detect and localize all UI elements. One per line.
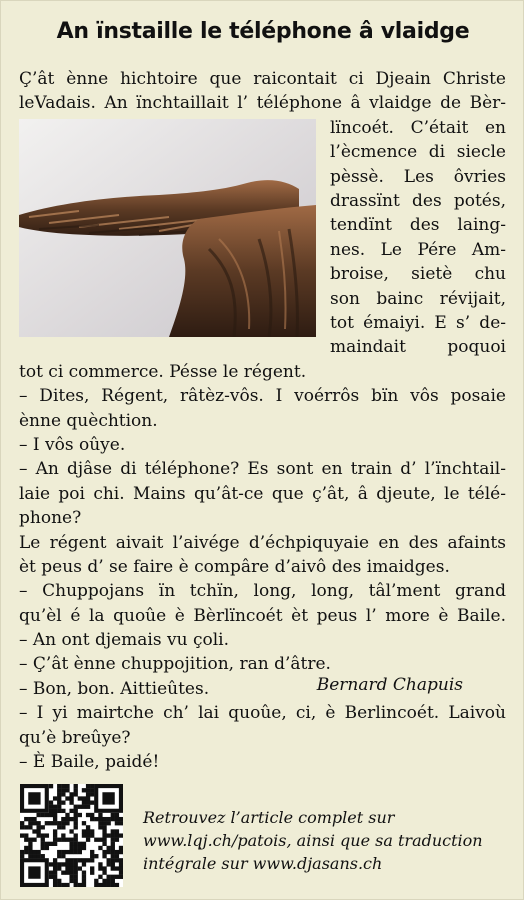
body-line: ènne quèchtion. [19, 410, 158, 431]
body-line: drassïnt des potés, [330, 190, 506, 211]
body-line: leVadais. An ïnchtaillait l’ téléphone â vlaidge de Bèr- [19, 93, 506, 114]
bird-sculpture-image [19, 119, 316, 337]
body-line: – Ç’ât ènne chuppojition, ran d’âtre. [19, 654, 331, 675]
body-line: – Chuppojans ïn tchïn, long, long, tâl’ment grand [19, 581, 506, 602]
body-line: èt peus d’ se faire è compâre d’aivô des imaidges. [19, 556, 450, 577]
article-title: An ïnstaille le téléphone â vlaidge [56, 19, 470, 44]
body-line: tot ci commerce. Pésse le régent. [19, 361, 307, 382]
body-line: tendïnt des laing- [330, 215, 506, 236]
body-line: – Dites, Régent, râtèz-vôs. I voérrôs bïn vôs posaie [19, 386, 506, 407]
body-line: qu’èl é la quoûe è Bèrlïncoét èt peus l’ more è Baile. [19, 605, 506, 626]
body-line: l’ècmence di siecle [330, 142, 506, 163]
body-line: nes. Le Pére Am- [330, 239, 506, 260]
qr-code[interactable] [20, 784, 123, 887]
body-line: – I yi mairtche ch’ lai quoûe, ci, è Berlincoét. Laivoù [19, 703, 506, 724]
body-line: qu’è breûye? [19, 727, 131, 748]
body-line: – I vôs oûye. [19, 434, 126, 455]
author-signature: Bernard Chapuis [316, 675, 463, 695]
body-line: pèssè. Les ôvries [330, 166, 506, 187]
body-line: phone? [19, 508, 82, 529]
body-line: laie poi chi. Mains qu’ât-ce que ç’ât, â djeute, le télé- [19, 483, 506, 504]
wrapped-text-column [330, 116, 506, 360]
footer-line: Retrouvez l’article complet sur [143, 808, 395, 827]
body-line: Le régent aivait l’aivége d’échpiquyaie en des afaints [19, 532, 506, 553]
body-line: maindait poquoi [330, 337, 506, 358]
body-line: – Bon, bon. Aittieûtes. [19, 678, 210, 699]
footer-line: intégrale sur www.djasans.ch [143, 854, 383, 873]
footer-note [143, 806, 513, 875]
body-line: – An ont djemais vu çoli. [19, 630, 229, 651]
body-line: son bainc révijait, [330, 288, 506, 309]
footer-line: www.lqj.ch/patois, ainsi que sa traduction [143, 831, 483, 850]
qr-code-graphic [20, 784, 123, 887]
body-line: – È Baile, paidé! [19, 752, 160, 773]
bird-sculpture-photo [19, 119, 316, 337]
body-line: broise, sietè chu [330, 264, 506, 285]
body-line: – An djâse di téléphone? Es sont en train d’ l’ïnchtail- [19, 459, 506, 480]
body-line: lïncoét. C’était en [330, 117, 506, 138]
body-line: tot émaiyi. E s’ de- [330, 312, 506, 333]
body-line: Ç’ât ènne hichtoire que raicontait ci Djeain Christe [19, 69, 506, 89]
body-continued [19, 360, 506, 775]
